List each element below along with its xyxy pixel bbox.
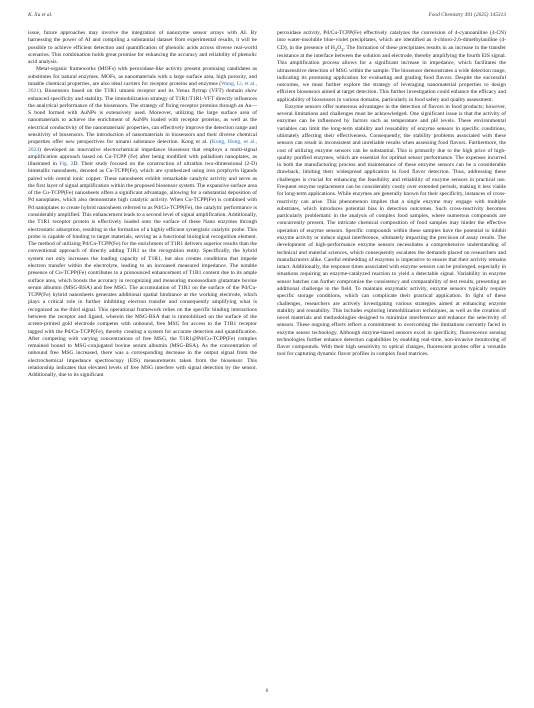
subscript-2b: 2	[341, 46, 344, 52]
left-p2-text-c: ) developed an innovative electrochemical impedance biosensor that employs a multi-signal amplification approach based on Cu-TCPP (Fe) after being modified with palladium nanoplates, as illustrated in	[28, 146, 257, 168]
right-paragraph-2: Enzyme sensors offer numerous advantages in the detection of flavors in food products; however, several limitations and challenges must be acknowledged. One significant issue is that the activity of enzymes can be influenced by factors such as temperature and pH levels. These environmental variables can limit the long-term stability and reusability of enzyme sensors in specific conditions, ultimately affecting their effectiveness. Consequently, the stability problems associated with these sensors can result in inconsistent and unreliable results when assessing food flavors. Furthermore, the cost of utilizing enzyme sensors can be substantial. This is primarily due to the high price of high-quality purified enzymes, which are essential for optimal sensor performance. The expenses incurred in both the manufacturing process and maintenance of these enzyme sensors can be a considerable drawback, limiting their widespread application in food flavor detection. Thus, addressing these challenges is crucial for enhancing the feasibility and reliability of enzyme sensors in practical use. Frequent enzyme replacement can be considerably costly over extended periods, making it less viable for long-term applications. While enzymes are generally known for their specificity, instances of cross-reactivity can arise. This phenomenon implies that a single enzyme may engage with multiple substrates, which introduces potential bias in detection outcomes. Such cross-reactivity becomes particularly problematic in the analysis of complex food samples, where numerous compounds are concurrently present. The intricate chemical composition of food samples may hinder the effective operation of enzyme sensors. Specific compounds within these samples have the potential to inhibit enzyme activity or induce signal interference, ultimately impacting the precision of assay results. The development of high-performance enzyme sensors necessitates a comprehensive understanding of technical and material sciences, which consequently escalates the demands placed on researchers and manufacturers alike. Careful embedding of enzymes is imperative to ensure that their activity remains intact. Additionally, the response times associated with enzyme sensors can be prolonged, especially in situations requiring an enzyme-catalyzed reaction to yield a detectable signal. Variability in enzyme sensor batches can further compromise the consistency and comparability of test results, presenting an additional challenge in the field. To maintain enzymatic activity, enzyme sensors typically require specific storage conditions, which can complicate their practical application. In light of these challenges, researchers are actively investigating various strategies aimed at enhancing enzyme stability and reusability. This includes exploring immobilization techniques, as well as the creation of novel materials and methodologies designed to minimize interference and enhance the selectivity of sensors. These ongoing efforts reflect a commitment to overcoming the limitations currently faced in enzyme sensor technology. Although enzyme-based sensors excel in specificity, fluorescence sensing technologies further enhance detection capabilities by enabling real-time, non-invasive monitoring of flavor compounds. With their high sensitivity to optical changes, fluorescent probes offer a versatile tool for capturing dynamic flavor profiles in complex food matrices.	[277, 103, 506, 358]
header-authors: K. Xu et al.	[28, 12, 53, 18]
figure-2-link[interactable]: Fig. 2	[59, 161, 74, 168]
left-paragraph-1: issue, future approaches may involve the integration of nanozyme sensor arrays with AI. By harnessing the power of AI and compiling a substantial dataset from experimental results, it will be possible to achieve efficient detection and quantification of phenolic acids across diverse real-world scenarios. This combination holds great promise for enhancing the accuracy and reliability of phenolic acid analysis.	[28, 30, 257, 66]
left-paragraph-2	[28, 66, 257, 379]
left-p2-text-b: ). Biosensors based on the T1R1 umami receptor and its Venus flytrap (VFT) domain show enhanced specificity and stability. The immobilization strategy of T1R1/T1R1-VFT directly influences the analytical performance of the biosensors. The strategy of fixing receptor proteins through an Au—S bond formed with AuNPs is extensively used. Moreover, utilizing the large surface area of nanomaterials to achieve the enrichment of AuNPs loaded with receptor proteins, as well as the electrical conductivity of the nanomaterials' properties, can effectively improve the detection range and sensitivity of biosensors. The introduction of nanomaterials in biosensors and their diverse chemical properties offer new perspectives for umami substance detection. Kong et al. (	[28, 88, 257, 146]
right-column	[277, 30, 506, 359]
page-number: 6	[265, 688, 269, 694]
right-p1-text-b: . The formation of these precipitates results in an increase in the transfer resistance at the interface between the solution and electrode, thereby amplifying the fourth EIS signal. This amplification process allows for a significant increase in impedance, which facilitates the ultrasensitive detection of MSG within the sample. The biosensor demonstrates a wide detection range, indicating its promising application for evaluating and grading food flavors. Despite the successful outcomes, we must further explore the strategy of leveraging nanomaterial properties to design efficient biosensors aimed at target detection. This further investigation could enhance the efficacy and applicability of biosensors in various domains, particularly in food safety and quality assessment.	[277, 44, 506, 103]
left-p2-text-d: D. Their study focused on the construction of ultrathin two-dimensional (2-D) bimetallic nanosheets, denoted as Cu-TCPP(Fe), which are synthesized using iron porphyrin ligands paired with central ionic copper. These nanosheets exhibit remarkable catalytic activity and serve as the first layer of signal amplification within the proposed biosensor system. The expansive surface area of the Cu-TCPP(Fe) nanosheets offers a significant advantage, allowing for a substantial deposition of Pd nanoplates, which also demonstrate high catalytic activity. When Cu-TCPP(Fe) is combined with Pd nanoplates to create hybrid nanosheets referred to as Pd/Cu-TCPP(Fe), the catalytic performance is considerably amplified. This enhancement leads to a second level of signal amplification. Additionally, the T1R1 receptor protein is effectively loaded onto the surface of these Nano enzymes through electrostatic adsorption, resulting in the formation of a highly efficient synergistic catalytic probe. This probe is capable of binding to target materials, serving as a functional biological recognition element. The method of utilizing Pd/Cu-TCPP(Fe) for the enrichment of T1R1 delivers superior results than the conventional approach of directly adding T1R1 as the recognition entity. Specifically, the hybrid system not only increases the loading capacity of T1R1, but also creates conditions that impede electron transfer within the electrolyte, leading to an increased measured impedance. The notable presence of Cu-TCPP(Fe) contributes to a pronounced enhancement of T1R1 content due to its ample surface area, which boosts the accuracy in recognizing and measuring monosodium glutamate bovine serum albumin (MSG-BSA) and free MSG. The accumulation of T1R1 on the surface of the Pd/Cu-TCPP(Fe) hybrid nanosheets generates additional spatial hindrance at the working electrode, which plays a critical role in further inhibiting electron transfer and consequently amplifying what is recognized as the third signal. This operational framework relies on the specific binding interactions between the receptor and ligand, wherein the MSG-BSA that is immobilized on the surface of the screen-printed gold electrode competes with unbound, free MSG for access to the T1R1 receptor tagged with the Pd/Cu-TCPP(Fe), thereby creating a system for accurate detection and quantification. After competing with varying concentrations of free MSG, the T1R1@Pd/Cu-TCPP(Fe) complex remained bound to MSG-conjugated bovine serum albumin (MSG-BSA). As the concentration of unbound free MSG increased, there was a corresponding decrease in the output signal from the electrochemical impedance spectroscopy (EIS) measurements taken from the biosensor. This relationship indicates that elevated levels of free MSG interfere with signal detection by the sensor. Additionally, due to its significant	[28, 161, 257, 379]
subscript-2: 2	[334, 46, 338, 52]
left-column	[28, 30, 257, 380]
right-p1-oxygen: O	[337, 44, 342, 51]
citation-wang-li-2021[interactable]: Wang, Li, et al., 2021	[28, 80, 257, 95]
left-p2-text-a: Metal-organic frameworks (MOFs) with peroxidase-like activity present promising candidates as substitutes for natural enzymes. MOFs, as nanomaterials with a large surface area, high porosity, and tunable chemical properties, are also ideal carriers for receptor proteins and enzymes (	[28, 66, 257, 87]
citation-kong-hong-2024[interactable]: Kong, Hong, et al., 2024	[28, 139, 257, 153]
header-journal: Food Chemistry 491 (2025) 145313	[428, 12, 506, 18]
running-header	[28, 12, 506, 22]
right-paragraph-1	[277, 30, 506, 104]
right-p1-text-a: peroxidase activity, Pd/Cu-TCPP(Fe) effectively catalyzes the conversion of 4-cyanoaniline (4-CN) into water-insoluble blue-violet precipitates, which are identified as 4-chloro-2,6-dimethylaniline (4-CD), in the presence of H	[277, 30, 506, 51]
